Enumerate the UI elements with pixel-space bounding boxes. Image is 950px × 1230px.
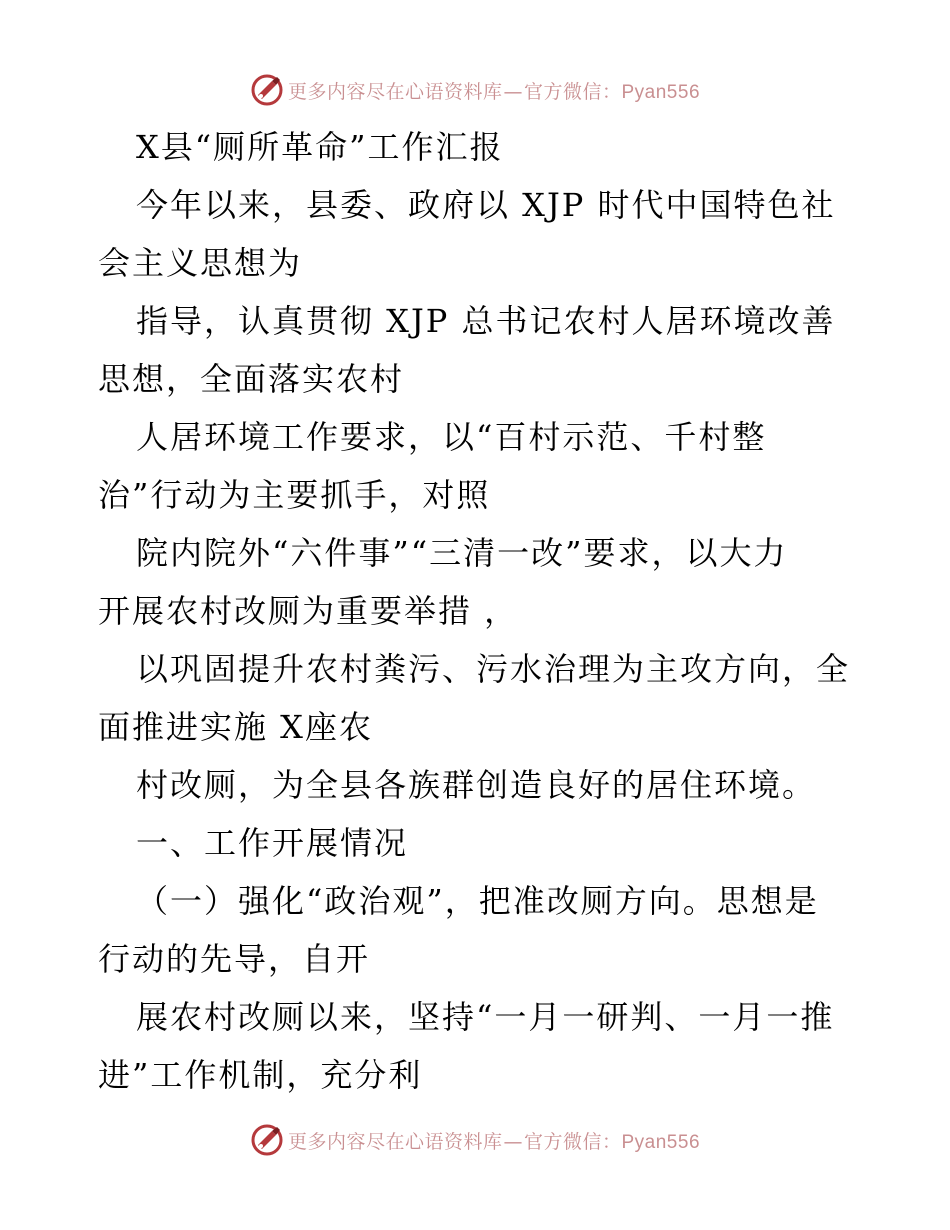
document-body [98,118,878,1104]
watermark-text: 更多内容尽在心语资料库—官方微信：Pyan556 [287,1130,701,1153]
document-line: X县“厕所革命”工作汇报 [136,128,504,166]
document-line: 面推进实施 X座农 [98,708,373,746]
document-line: 进”工作机制，充分利 [98,1056,423,1094]
document-line: 一、工作开展情况 [136,824,409,862]
footer-watermark [0,1120,950,1160]
document-line: 村改厕，为全县各族群创造良好的居住环境。 [136,766,817,804]
header-watermark [0,70,950,110]
document-line: 指导，认真贯彻 XJP 总书记农村人居环境改善 [136,302,836,340]
document-line: 展农村改厕以来，坚持“一月一研判、一月一推 [136,998,835,1036]
document-line: 人居环境工作要求，以“百村示范、千村整 [136,418,767,456]
document-line: 院内院外“六件事”“三清一改”要求，以大力 [136,534,788,572]
document-line: 治”行动为主要抓手，对照 [98,476,491,514]
document-line: 会主义思想为 [98,244,303,282]
document-line: 今年以来，县委、政府以 XJP 时代中国特色社 [136,186,836,224]
document-line: 行动的先导，自开 [98,940,371,978]
brand-logo-icon [250,73,284,107]
document-line: （一）强化“政治观”，把准改厕方向。思想是 [136,882,819,920]
watermark-text: 更多内容尽在心语资料库—官方微信：Pyan556 [287,80,701,103]
document-line: 思想，全面落实农村 [98,360,405,398]
document-line: 以巩固提升农村粪污、污水治理为主攻方向，全 [136,650,851,688]
brand-logo-icon [250,1123,284,1157]
document-line: 开展农村改厕为重要举措 ， [98,592,519,630]
